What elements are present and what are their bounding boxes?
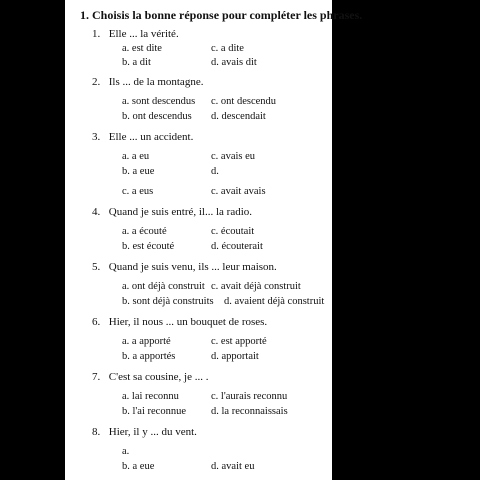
- option: b. a dit: [122, 57, 151, 68]
- option: a. lai reconnu: [122, 391, 179, 402]
- question-text: Quand je suis venu, ils ... leur maison.: [108, 261, 277, 273]
- option: b. sont déjà construits: [122, 296, 214, 307]
- question-5: 5. Quand je suis venu, ils ... leur maison.: [92, 261, 277, 273]
- question-1: 1. Elle ... la vérité.: [92, 28, 179, 40]
- question-8: 8. Hier, il y ... du vent.: [92, 426, 197, 438]
- option: b. a eue: [122, 461, 155, 472]
- question-text: Ils ... de la montagne.: [108, 76, 204, 88]
- option: d. écouterait: [211, 241, 263, 252]
- option: a. ont déjà construit: [122, 281, 205, 292]
- question-text: Elle ... la vérité.: [108, 28, 179, 40]
- option: d. descendait: [211, 111, 266, 122]
- option: c. avait déjà construit: [211, 281, 301, 292]
- question-3: 3. Elle ... un accident.: [92, 131, 194, 143]
- option: b. est écouté: [122, 241, 175, 252]
- question-text: Hier, il y ... du vent.: [108, 426, 197, 438]
- option: a. a écouté: [122, 226, 167, 237]
- option: c. l'aurais reconnu: [211, 391, 288, 402]
- option: a. a eu: [122, 151, 150, 162]
- option: b. ont descendus: [122, 111, 192, 122]
- option: c. avait avais: [211, 186, 266, 197]
- question-4: 4. Quand je suis entré, il... la radio.: [92, 206, 253, 218]
- option: c. écoutait: [211, 226, 255, 237]
- option: c. ont descendu: [211, 96, 277, 107]
- option: a. sont descendus: [122, 96, 196, 107]
- question-6: 6. Hier, il nous ... un bouquet de roses.: [92, 316, 268, 328]
- question-text: Quand je suis entré, il... la radio.: [108, 206, 253, 218]
- option: a. a apporté: [122, 336, 171, 347]
- option: d. avait eu: [211, 461, 255, 472]
- option: d.: [211, 166, 219, 177]
- option: d. apportait: [211, 351, 259, 362]
- option: b. a eue: [122, 166, 155, 177]
- question-text: Elle ... un accident.: [108, 131, 194, 143]
- question-text: Hier, il nous ... un bouquet de roses.: [108, 316, 268, 328]
- option: a. est dite: [122, 43, 162, 54]
- option: d. avaient déjà construit: [224, 296, 325, 307]
- option: c. avais eu: [211, 151, 256, 162]
- worksheet-page: [65, 0, 332, 480]
- option: d. avais dit: [211, 57, 257, 68]
- option: c. est apporté: [211, 336, 267, 347]
- option: c. a eus: [122, 186, 154, 197]
- option: c. a dite: [211, 43, 244, 54]
- question-7: 7. C'est sa cousine, je ... .: [92, 371, 209, 383]
- option: b. l'ai reconnue: [122, 406, 186, 417]
- question-2: 2. Ils ... de la montagne.: [92, 76, 204, 88]
- option: b. a apportés: [122, 351, 176, 362]
- exercise-heading: 1. Choisis la bonne réponse pour compléter les phrases.: [80, 8, 363, 22]
- option: d. la reconnaissais: [211, 406, 288, 417]
- question-text: C'est sa cousine, je ... .: [108, 371, 209, 383]
- option: a.: [122, 446, 130, 457]
